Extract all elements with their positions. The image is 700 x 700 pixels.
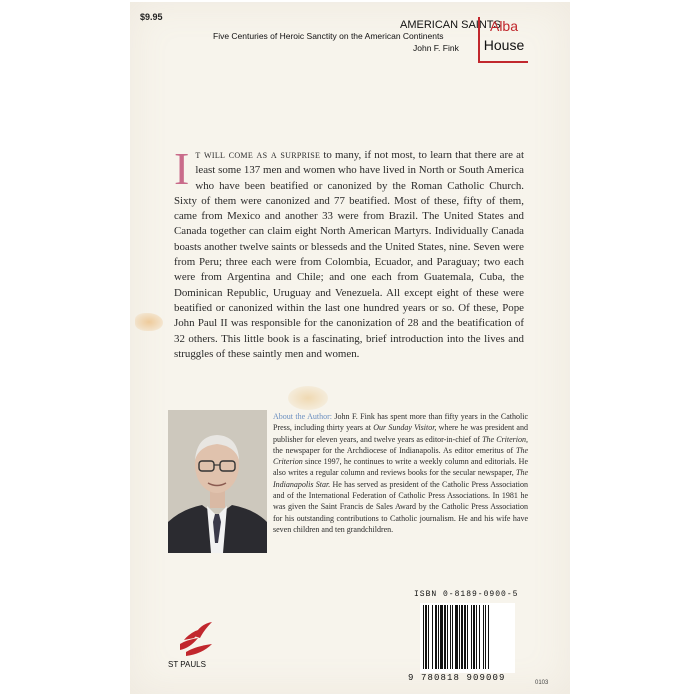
price-label: $9.95 — [140, 12, 163, 22]
bio-italic: Our Sunday Visitor, — [373, 423, 437, 433]
barcode-bar — [444, 605, 446, 669]
bio-text: John F. Fink has spent more than fifty years in the Catholic Press, including thirty years at — [273, 412, 529, 433]
bio-text: the newspaper for the Archdiocese of Indianapolis. As editor emeritus of — [273, 445, 516, 455]
blurb-lead-in: t will come as a surprise — [195, 149, 321, 161]
logo-line-2: House — [483, 37, 525, 53]
barcode-bar — [473, 605, 475, 669]
barcode-bar — [483, 605, 484, 669]
barcode-digits: 9 780818 909009 — [408, 673, 506, 683]
barcode-bar — [476, 605, 477, 669]
bio-italic: The Criterion, — [482, 434, 529, 444]
drop-cap: I — [174, 143, 190, 194]
barcode-bar — [488, 605, 489, 669]
bio-italic: The Criterion — [273, 445, 528, 467]
barcode-bar — [450, 605, 451, 669]
logo-line-1: Alba — [489, 18, 519, 34]
barcode-bar — [447, 605, 448, 669]
author-portrait-image — [168, 410, 267, 553]
barcode-bar — [464, 605, 466, 669]
barcode-bar — [479, 605, 480, 669]
st-pauls-label: ST PAULS — [168, 660, 206, 669]
barcode-bar — [438, 605, 439, 669]
barcode-bar — [455, 605, 458, 669]
barcode-bar — [467, 605, 468, 669]
alba-house-logo — [478, 17, 528, 63]
author-bio — [273, 411, 528, 535]
isbn-label: ISBN 0-8189-0900-5 — [414, 590, 519, 599]
barcode-bar — [485, 605, 486, 669]
book-subtitle: Five Centuries of Heroic Sanctity on the American Continents — [213, 31, 444, 41]
book-author: John F. Fink — [413, 43, 459, 53]
book-title: AMERICAN SAINTS — [400, 19, 501, 31]
author-photo — [168, 410, 267, 553]
barcode-bar — [452, 605, 453, 669]
barcode-bar — [461, 605, 463, 669]
bio-text: where he was president and publisher for eleven years, and twelve years as editor-in-chief of — [273, 423, 528, 444]
bio-italic: The Indianapolis Star. — [273, 468, 528, 489]
barcode-bar — [440, 605, 443, 669]
barcode-bar — [435, 605, 437, 669]
stain-mark — [288, 386, 328, 410]
bio-text: since 1997, he continues to write a weekly column and editorials. He also writes a regular column and reviews books for the secular newspaper, — [273, 457, 528, 478]
barcode-bar — [428, 605, 429, 669]
bio-text: He has served as president of the Catholic Press Association and of the International Federation of Catholic Press Associations. In 1981 he was given the Saint Francis de Sales Award by the Catholic Press Association for his outstanding contributions to Catholic journalism. He and his wife have seven children and ten grandchildren. — [273, 479, 528, 534]
blurb-paragraph — [174, 143, 525, 362]
barcode-bar — [471, 605, 472, 669]
barcode-bar — [425, 605, 427, 669]
stain-mark — [135, 313, 163, 331]
barcode-bar — [423, 605, 424, 669]
blurb-text: to many, if not most, to learn that there are at least some 137 men and women who have lived in North or South America who have been beatified or canonized by the Roman Catholic Church. Sixty of them were canonized and 77 beatified. Most of these, fifty of them, came from Mexico and another 33 were from Brazil. The United States and Canada together can claim eight North American Martyrs. Individually Canada boasts another twelve saints or blesseds and the United States, nine. Seven were from Peru; three each were from Colombia, Ecuador, and Paraguay; two each were from Argentina and Chile; and one each from Guatemala, Cuba, the Dominican Republic, Uruguay and Venezuela. All except eight of these were beatified or canonized within the last one hundred years or so. Of these, Pope John Paul II was responsible for the canonization of 28 and the beatification of 32 others. This little book is a fascinating, brief introduction into the lives and struggles of these saintly men and women. — [174, 149, 525, 360]
st-pauls-logo-icon — [176, 620, 216, 658]
barcode — [420, 603, 515, 673]
barcode-bar — [459, 605, 460, 669]
barcode-bar — [432, 605, 433, 669]
bio-lead: About the Author: — [273, 412, 333, 421]
catalog-code: 0103 — [535, 680, 549, 686]
